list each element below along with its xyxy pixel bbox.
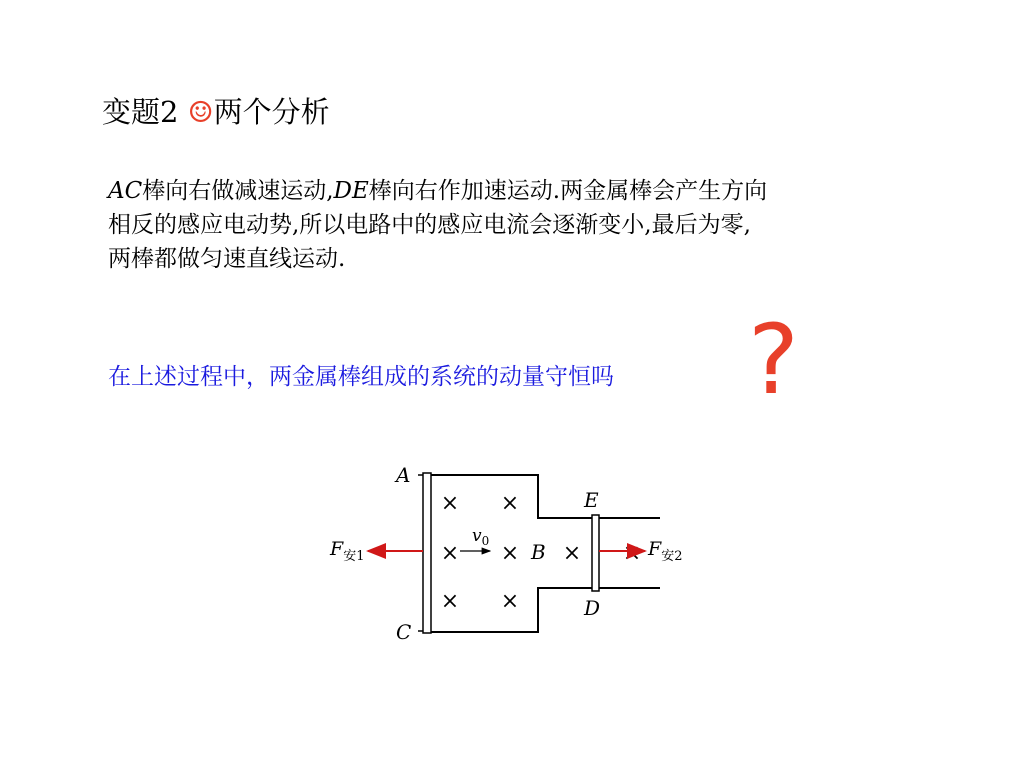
- paragraph-text: 棒向右做减速运动,: [142, 178, 334, 204]
- velocity-label: $v_0$: [472, 526, 490, 548]
- analysis-paragraph: [108, 174, 938, 276]
- label-c: C: [396, 620, 412, 644]
- force-left-label: $F_{安1}$: [330, 538, 365, 564]
- paragraph-line-3: 两棒都做匀速直线运动.: [108, 246, 346, 272]
- force-right-label: $F_{安2}$: [648, 538, 683, 564]
- paragraph-line-1: [108, 174, 938, 208]
- rod-ac: [418, 473, 431, 633]
- title-prefix: 变题2: [102, 95, 188, 129]
- field-mark: ×: [622, 541, 642, 566]
- label-d: D: [584, 596, 601, 620]
- question-mark-icon: ?: [748, 304, 799, 416]
- field-mark: ×: [440, 541, 460, 566]
- rod-de: [592, 515, 599, 591]
- field-mark: ×: [440, 589, 460, 614]
- paragraph-text: 棒向右作加速运动.两金属棒会产生方向: [368, 178, 768, 204]
- field-mark: ×: [562, 541, 582, 566]
- smiley-icon: ☺: [187, 95, 214, 129]
- field-mark: ×: [500, 491, 520, 516]
- paragraph-line-2: 相反的感应电动势,所以电路中的感应电流会逐渐变小,最后为零,: [108, 212, 751, 238]
- label-e: E: [584, 488, 599, 512]
- rod-de-label: DE: [333, 178, 369, 204]
- label-a: A: [396, 463, 411, 487]
- label-b: B: [531, 540, 546, 564]
- question-text: 在上述过程中，两金属棒组成的系统的动量守恒吗: [108, 364, 614, 390]
- field-mark: ×: [500, 541, 520, 566]
- field-mark: ×: [440, 491, 460, 516]
- field-mark: ×: [500, 589, 520, 614]
- rod-ac-label: AC: [108, 178, 143, 204]
- slide-title: [102, 94, 330, 130]
- title-suffix: 两个分析: [213, 95, 330, 129]
- circuit-diagram: [320, 455, 700, 655]
